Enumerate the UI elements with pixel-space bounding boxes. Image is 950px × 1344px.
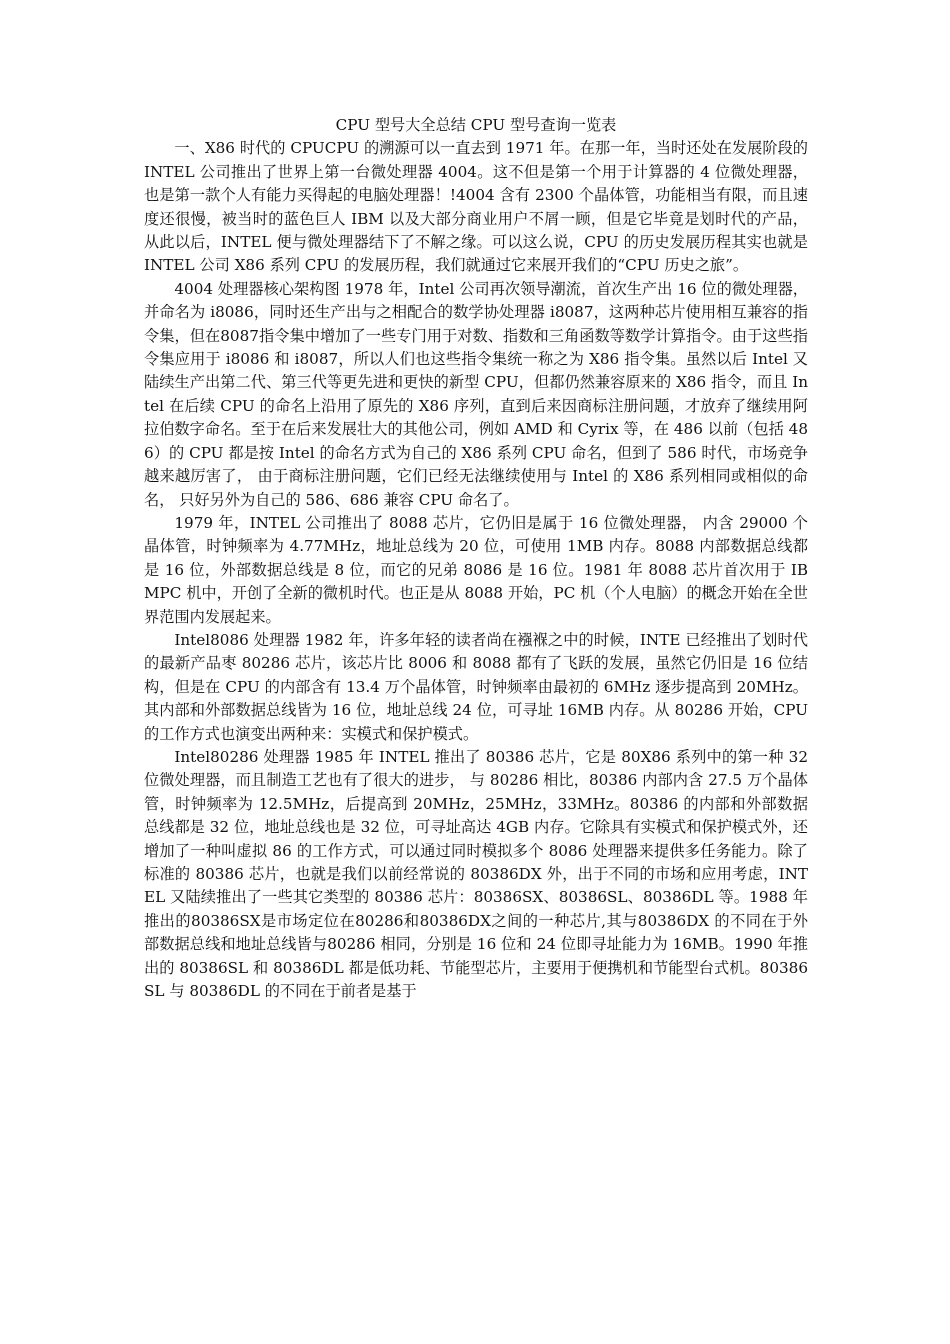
paragraph-intro: 一、X86 时代的 CPUCPU 的溯源可以一直去到 1971 年。在那一年，当时还处在发展阶段的 INTEL 公司推出了世界上第一台微处理器 4004。这不但是第一个用于计算器的 4 位微处理器，也是第一款个人有能力买得起的电脑处理器！!4004 含有 2300 个晶体管，功能相当有限，而且速度还很慢，被当时的蓝色巨人 IBM 以及大部分商业用户不屑一顾，但是它毕竟是划时代的产品，从此以后，INTEL 便与微处理器结下了不解之缘。可以这么说，CPU 的历史发展历程其实也就是 INTEL 公司 X86 系列 CPU 的发展历程，我们就通过它来展开我们的“CPU 历史之旅”。	[144, 139, 808, 275]
document-title: CPU 型号大全总结 CPU 型号查询一览表	[335, 116, 617, 134]
document-page	[144, 114, 808, 1003]
paragraph-80386: Intel80286 处理器 1985 年 INTEL 推出了 80386 芯片，它是 80X86 系列中的第一种 32 位微处理器，而且制造工艺也有了很大的进步， 与 80286 相比，80386 内部内含 27.5 万个晶体管，时钟频率为 12.5MHz，后提高到 20MHz，25MHz，33MHz。80386 的内部和外部数据总线都是 32 位，地址总线也是 32 位，可寻址高达 4GB 内存。它除具有实模式和保护模式外，还增加了一种叫虚拟 86 的工作方式，可以通过同时模拟多个 8086 处理器来提供多任务能力。除了标准的 80386 芯片，也就是我们以前经常说的 80386DX 外，出于不同的市场和应用考虑，INTEL 又陆续推出了一些其它类型的 80386 芯片：80386SX、80386SL、80386DL 等。1988 年推出的80386SX是市场定位在80286和80386DX之间的一种芯片,其与80386DX 的不同在于外部数据总线和地址总线皆与80286 相同，分别是 16 位和 24 位即寻址能力为 16MB。1990 年推出的 80386SL 和 80386DL 都是低功耗、节能型芯片，主要用于便携机和节能型台式机。80386SL 与 80386DL 的不同在于前者是基于	[144, 747, 808, 1001]
paragraph-8088: 1979 年，INTEL 公司推出了 8088 芯片，它仍旧是属于 16 位微处理器， 内含 29000 个晶体管，时钟频率为 4.77MHz，地址总线为 20 位，可使用 1MB 内存。8088 内部数据总线都是 16 位，外部数据总线是 8 位，而它的兄弟 8086 是 16 位。1981 年 8088 芯片首次用于 IBMPC 机中，开创了全新的微机时代。也正是从 8088 开始，PC 机（个人电脑）的概念开始在全世界范围内发展起来。	[144, 513, 808, 626]
paragraph-8086: 4004 处理器核心架构图 1978 年，Intel 公司再次领导潮流，首次生产出 16 位的微处理器，并命名为 i8086，同时还生产出与之相配合的数学协处理器 i8087，这两种芯片使用相互兼容的指令集，但在8087指令集中增加了一些专门用于对数、指数和三角函数等数学计算指令。由于这些指令集应用于 i8086 和 i8087，所以人们也这些指令集统一称之为 X86 指令集。虽然以后 Intel 又陆续生产出第二代、第三代等更先进和更快的新型 CPU，但都仍然兼容原来的 X86 指令，而且 Intel 在后续 CPU 的命名上沿用了原先的 X86 序列，直到后来因商标注册问题，才放弃了继续用阿拉伯数字命名。至于在后来发展壮大的其他公司，例如 AMD 和 Cyrix 等，在 486 以前（包括 486）的 CPU 都是按 Intel 的命名方式为自己的 X86 系列 CPU 命名，但到了 586 时代，市场竞争越来越厉害了， 由于商标注册问题，它们已经无法继续使用与 Intel 的 X86 系列相同或相似的命名， 只好另外为自己的 586、686 兼容 CPU 命名了。	[144, 279, 808, 509]
paragraph-80286: Intel8086 处理器 1982 年，许多年轻的读者尚在襁褓之中的时候，INTE 已经推出了划时代的最新产品枣 80286 芯片，该芯片比 8006 和 8088 都有了飞跃的发展，虽然它仍旧是 16 位结构，但是在 CPU 的内部含有 13.4 万个晶体管，时钟频率由最初的 6MHz 逐步提高到 20MHz。其内部和外部数据总线皆为 16 位，地址总线 24 位，可寻址 16MB 内存。从 80286 开始，CPU 的工作方式也演变出两种来：实模式和保护模式。	[144, 630, 808, 743]
